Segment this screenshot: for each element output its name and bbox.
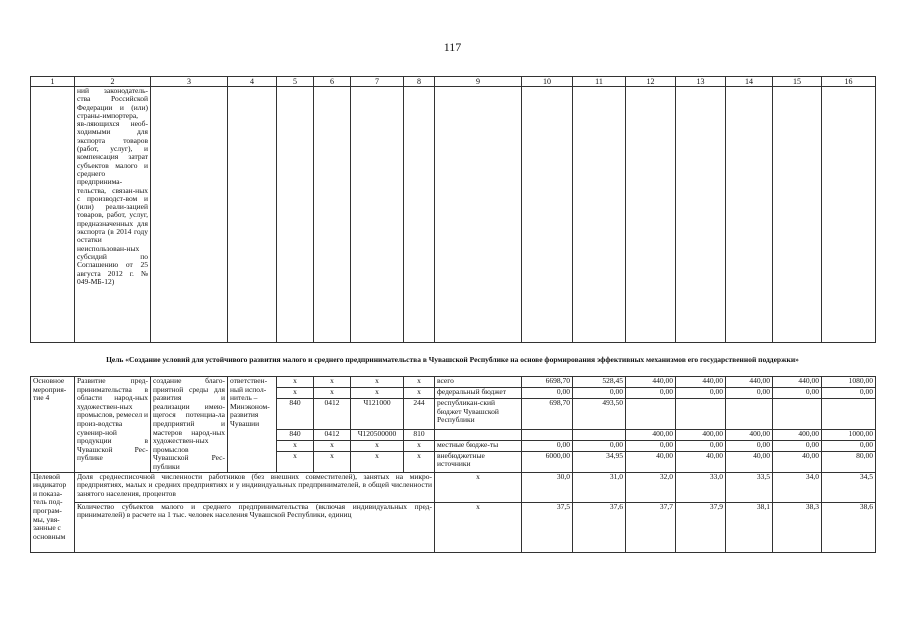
- target-article-cell: Ч121000: [351, 398, 404, 429]
- amount-cell: 0,00: [676, 387, 726, 398]
- amount-cell: 1080,00: [822, 377, 876, 388]
- expense-type-cell: x: [404, 440, 435, 451]
- amount-cell: 440,00: [626, 377, 676, 388]
- indicator-value: 33,0: [676, 472, 726, 502]
- expense-type-cell: 810: [404, 429, 435, 440]
- indicator-value: 38,1: [726, 502, 773, 552]
- empty-cell: [351, 87, 404, 343]
- indicator-text: Количество субъектов малого и среднего предпринимательства (включая индивидуальных пред-принимателей) в расчете на 1 тыс. человек населения Чувашской Республики, единиц: [75, 502, 435, 552]
- funding-source-cell: [435, 429, 522, 440]
- grbs-cell: 840: [277, 398, 314, 429]
- header-cell: 12: [626, 77, 676, 87]
- empty-cell: [522, 87, 573, 343]
- header-cell: 13: [676, 77, 726, 87]
- expense-type-cell: x: [404, 387, 435, 398]
- section-cell: x: [314, 451, 351, 472]
- page-number: 117: [443, 40, 462, 54]
- header-cell: 11: [573, 77, 626, 87]
- amount-cell: [626, 398, 676, 429]
- header-cell: 15: [773, 77, 822, 87]
- empty-cell: [676, 87, 726, 343]
- indicator-value: 37,9: [676, 502, 726, 552]
- amount-cell: 400,00: [676, 429, 726, 440]
- amount-cell: 0,00: [522, 440, 573, 451]
- amount-cell: 440,00: [726, 377, 773, 388]
- amount-cell: 6000,00: [522, 451, 573, 472]
- amount-cell: 528,45: [573, 377, 626, 388]
- grbs-cell: x: [277, 377, 314, 388]
- funding-source-cell: внебюджетные источники: [435, 451, 522, 472]
- section-cell: x: [314, 377, 351, 388]
- empty-cell: [626, 87, 676, 343]
- amount-cell: 34,95: [573, 451, 626, 472]
- continuation-row: [31, 87, 876, 343]
- amount-cell: 40,00: [626, 451, 676, 472]
- amount-cell: 0,00: [676, 440, 726, 451]
- target-article-cell: x: [351, 451, 404, 472]
- expense-type-cell: 244: [404, 398, 435, 429]
- amount-cell: 40,00: [726, 451, 773, 472]
- amount-cell: 0,00: [626, 440, 676, 451]
- header-cell: 14: [726, 77, 773, 87]
- indicator-value: 37,7: [626, 502, 676, 552]
- target-article-cell: x: [351, 440, 404, 451]
- empty-cell: [573, 87, 626, 343]
- indicator-row: [31, 472, 876, 502]
- amount-cell: [573, 429, 626, 440]
- indicator-marker: x: [435, 502, 522, 552]
- grbs-cell: x: [277, 440, 314, 451]
- amount-cell: 0,00: [573, 440, 626, 451]
- empty-cell: [31, 87, 75, 343]
- target-article-cell: Ч120500000: [351, 429, 404, 440]
- amount-cell: [726, 398, 773, 429]
- indicator-value: 38,6: [822, 502, 876, 552]
- amount-cell: 6698,70: [522, 377, 573, 388]
- amount-cell: 0,00: [522, 387, 573, 398]
- amount-cell: [773, 398, 822, 429]
- indicator-value: 30,0: [522, 472, 573, 502]
- header-cell: 9: [435, 77, 522, 87]
- amount-cell: 80,00: [822, 451, 876, 472]
- header-row: [31, 77, 876, 87]
- header-cell: 3: [151, 77, 228, 87]
- amount-cell: [522, 429, 573, 440]
- amount-cell: 40,00: [773, 451, 822, 472]
- grbs-cell: x: [277, 387, 314, 398]
- empty-cell: [404, 87, 435, 343]
- amount-cell: 40,00: [676, 451, 726, 472]
- empty-cell: [726, 87, 773, 343]
- measure-purpose: создание благо-приятной среды для развития и реализации имею-щегося потенциа-ла предприятий и мастеров народ-ных художествен-ных промыслов Чувашской Рес-публики: [151, 377, 228, 473]
- funding-source-cell: республикан-ский бюджет Чувашской Республики: [435, 398, 522, 429]
- target-article-cell: x: [351, 387, 404, 398]
- amount-cell: [676, 398, 726, 429]
- indicator-value: 31,0: [573, 472, 626, 502]
- section-cell: 0412: [314, 429, 351, 440]
- amount-cell: 1000,00: [822, 429, 876, 440]
- measure-table: [30, 376, 876, 553]
- amount-cell: 0,00: [773, 387, 822, 398]
- indicator-value: 37,6: [573, 502, 626, 552]
- measure-number: Основное мероприя-тие 4: [31, 377, 75, 473]
- amount-cell: 0,00: [822, 440, 876, 451]
- measure-description-continuation: ний законодатель-ства Российской Федерации и (или) страны-импортера, яв-ляющихся необ-ходимыми для экспорта товаров (работ, услуг), и компенсация затрат субъектов малого и среднего предпринима-тельства, связан-ных с производст-вом и (или) реали-зацией товаров, работ, услуг, предназначенных для экспорта (в 2014 году остатки неиспользован-ных субсидий по Соглашению от 25 августа 2012 г. № 049-МБ-12): [75, 87, 151, 343]
- continuation-table: [30, 76, 876, 343]
- empty-cell: [151, 87, 228, 343]
- measure-title: Развитие пред-принимательства в области народ-ных художествен-ных промыслов, ремесел и произ-водства сувенир-ной продукции в Чувашской Рес-публике: [75, 377, 151, 473]
- amount-cell: [822, 398, 876, 429]
- indicator-value: 38,3: [773, 502, 822, 552]
- table-row: [31, 377, 876, 388]
- indicator-value: 37,5: [522, 502, 573, 552]
- amount-cell: 0,00: [626, 387, 676, 398]
- section-cell: x: [314, 387, 351, 398]
- indicator-value: 32,0: [626, 472, 676, 502]
- indicator-value: 33,5: [726, 472, 773, 502]
- indicator-value: 34,5: [822, 472, 876, 502]
- amount-cell: 400,00: [773, 429, 822, 440]
- expense-type-cell: x: [404, 451, 435, 472]
- grbs-cell: x: [277, 451, 314, 472]
- indicator-label: Целевой индикатор и показа-тель под-програм-мы, увя-занные с основным: [31, 472, 75, 552]
- amount-cell: 0,00: [773, 440, 822, 451]
- header-cell: 7: [351, 77, 404, 87]
- empty-cell: [822, 87, 876, 343]
- indicator-row: [31, 502, 876, 552]
- measure-executor: ответствен-ный испол-нитель – Минэконом-развития Чувашии: [228, 377, 277, 473]
- amount-cell: 400,00: [726, 429, 773, 440]
- header-cell: 1: [31, 77, 75, 87]
- header-cell: 6: [314, 77, 351, 87]
- amount-cell: 0,00: [726, 440, 773, 451]
- indicator-marker: x: [435, 472, 522, 502]
- funding-source-cell: всего: [435, 377, 522, 388]
- funding-source-cell: федеральный бюджет: [435, 387, 522, 398]
- section-cell: x: [314, 440, 351, 451]
- section-cell: 0412: [314, 398, 351, 429]
- target-article-cell: x: [351, 377, 404, 388]
- amount-cell: 0,00: [822, 387, 876, 398]
- funding-source-cell: местные бюдже-ты: [435, 440, 522, 451]
- indicator-value: 34,0: [773, 472, 822, 502]
- header-cell: 10: [522, 77, 573, 87]
- amount-cell: 440,00: [676, 377, 726, 388]
- amount-cell: 440,00: [773, 377, 822, 388]
- amount-cell: 493,50: [573, 398, 626, 429]
- header-cell: 16: [822, 77, 876, 87]
- header-cell: 8: [404, 77, 435, 87]
- header-cell: 5: [277, 77, 314, 87]
- amount-cell: 400,00: [626, 429, 676, 440]
- header-cell: 2: [75, 77, 151, 87]
- grbs-cell: 840: [277, 429, 314, 440]
- empty-cell: [228, 87, 277, 343]
- empty-cell: [435, 87, 522, 343]
- amount-cell: 0,00: [573, 387, 626, 398]
- empty-cell: [314, 87, 351, 343]
- expense-type-cell: x: [404, 377, 435, 388]
- indicator-text: Доля среднесписочной численности работников (без внешних совместителей), занятых на микро-предприятиях, малых и средних предприятиях и у индивидуальных предпринимателей, в общей численности занятого населения, процентов: [75, 472, 435, 502]
- empty-cell: [277, 87, 314, 343]
- header-cell: 4: [228, 77, 277, 87]
- amount-cell: 0,00: [726, 387, 773, 398]
- goal-heading: Цель «Создание условий для устойчивого развития малого и среднего предпринимательства в Чувашской Республике на основе формирования эффективных механизмов его государственной поддержки»: [106, 355, 799, 364]
- amount-cell: 698,70: [522, 398, 573, 429]
- empty-cell: [773, 87, 822, 343]
